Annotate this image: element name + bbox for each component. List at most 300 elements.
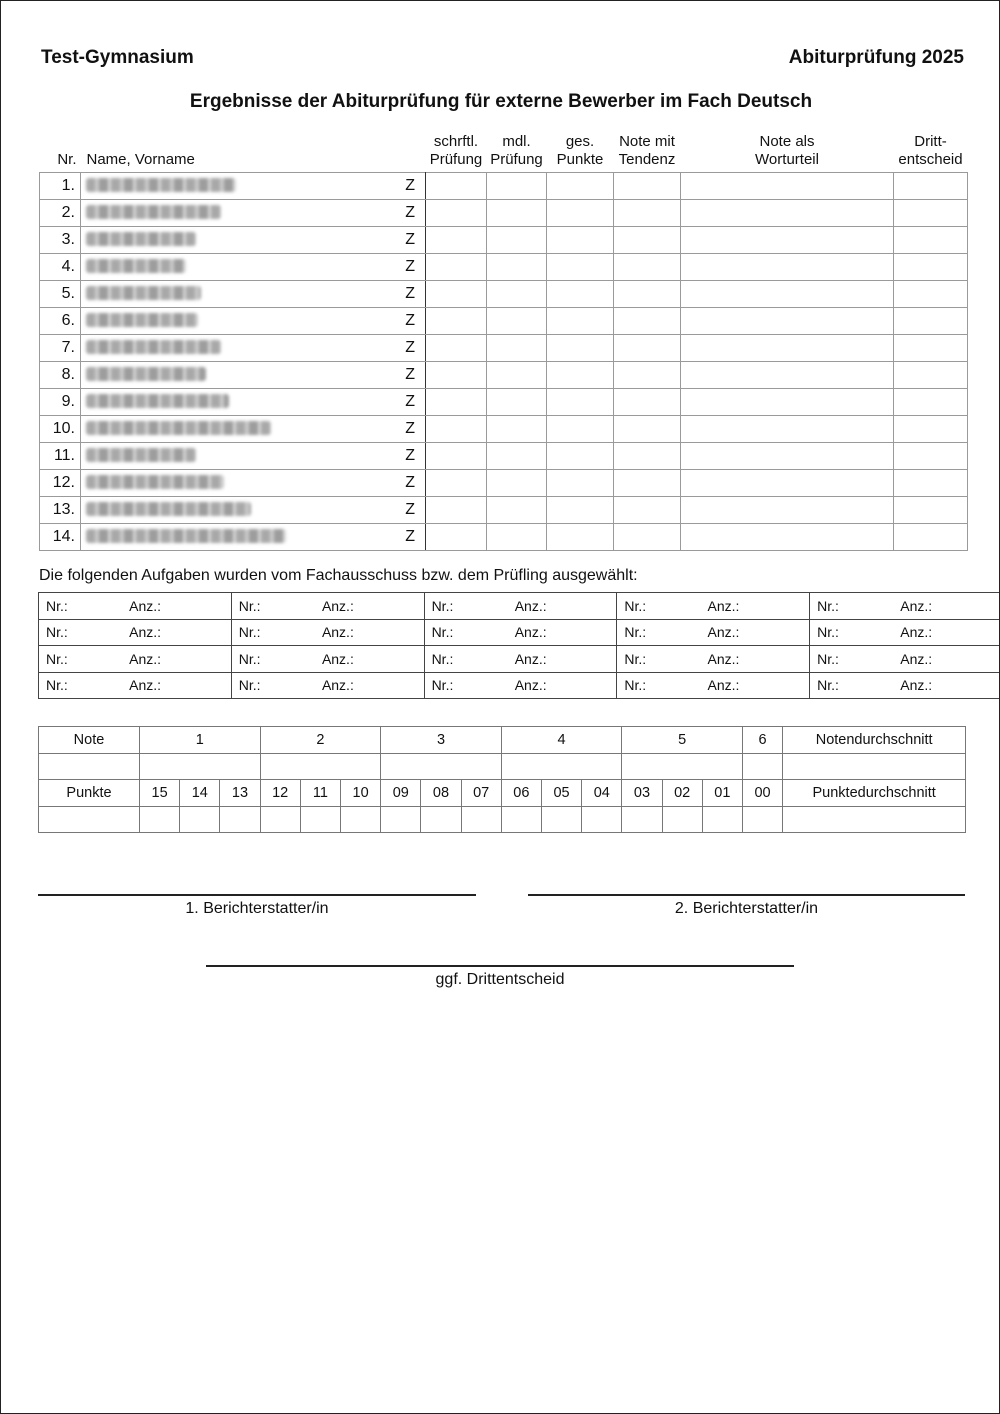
student-row (40, 227, 968, 254)
task-anz-label: Anz.: (129, 650, 162, 667)
student-name-cell (81, 254, 426, 281)
task-anz-field[interactable] (708, 646, 810, 673)
grade-words-cell[interactable] (681, 443, 894, 470)
task-nr-field[interactable] (39, 619, 130, 646)
task-nr-field[interactable] (810, 593, 901, 620)
student-name-cell (81, 416, 426, 443)
task-anz-field[interactable] (129, 619, 231, 646)
points-count-cell[interactable] (582, 806, 622, 833)
task-anz-field[interactable] (900, 593, 1000, 620)
redacted-name (86, 178, 236, 192)
redacted-name (86, 205, 221, 219)
written-grade-cell[interactable] (426, 308, 487, 335)
task-nr-field[interactable] (424, 646, 515, 673)
points-count-cell[interactable] (421, 806, 461, 833)
signature-label-first: 1. Berichterstatter/in (185, 900, 329, 917)
student-row (40, 200, 968, 227)
points-count-cell[interactable] (702, 806, 742, 833)
row-number: 13. (40, 497, 81, 524)
candidate-marker: Z (405, 258, 415, 275)
total-points-cell[interactable] (547, 524, 614, 551)
task-anz-field[interactable] (322, 619, 424, 646)
total-points-cell[interactable] (547, 416, 614, 443)
written-grade-cell[interactable] (426, 443, 487, 470)
student-row (40, 443, 968, 470)
col-header-oral: mdl. Prüfung (490, 133, 543, 168)
task-anz-field[interactable] (708, 672, 810, 699)
redacted-name (86, 259, 186, 273)
grade-words-cell[interactable] (681, 227, 894, 254)
third-decision-cell[interactable] (894, 227, 968, 254)
note-count-cell (742, 753, 782, 780)
task-nr-field[interactable] (617, 672, 708, 699)
task-nr-label: Nr.: (431, 677, 454, 694)
total-points-cell[interactable] (547, 227, 614, 254)
oral-grade-cell[interactable] (487, 443, 547, 470)
total-points-cell[interactable] (547, 200, 614, 227)
written-grade-cell[interactable] (426, 173, 487, 200)
total-points-cell[interactable] (547, 281, 614, 308)
note-average-cell (783, 753, 966, 780)
total-points-cell[interactable] (547, 470, 614, 497)
grade-words-cell[interactable] (681, 200, 894, 227)
task-nr-field[interactable] (424, 593, 515, 620)
redacted-name (86, 367, 206, 381)
total-points-cell[interactable] (547, 308, 614, 335)
points-value: 06 (501, 780, 541, 807)
student-name-cell (81, 308, 426, 335)
task-anz-label: Anz.: (900, 677, 933, 694)
points-average-label: Punktedurchschnitt (783, 780, 966, 807)
task-anz-label: Anz.: (129, 597, 162, 614)
task-nr-label: Nr.: (46, 624, 68, 641)
third-decision-cell[interactable] (894, 443, 968, 470)
student-row (40, 497, 968, 524)
written-grade-cell[interactable] (426, 497, 487, 524)
student-name-cell (81, 470, 426, 497)
grade-tendency-cell[interactable] (614, 362, 681, 389)
row-number: 2. (40, 200, 81, 227)
candidate-marker: Z (405, 447, 415, 464)
points-count-cell[interactable] (220, 806, 260, 833)
col-header-written: schrftl. Prüfung (429, 133, 483, 168)
task-nr-field[interactable] (39, 593, 130, 620)
grade-words-cell[interactable] (681, 308, 894, 335)
col-header-third: Dritt- entscheid (898, 133, 963, 168)
task-nr-field[interactable] (810, 619, 901, 646)
redacted-name (86, 313, 198, 327)
task-nr-field[interactable] (617, 619, 708, 646)
written-grade-cell[interactable] (426, 389, 487, 416)
task-nr-field[interactable] (810, 646, 901, 673)
points-count-cell[interactable] (300, 806, 340, 833)
student-row (40, 308, 968, 335)
task-nr-field[interactable] (424, 672, 515, 699)
candidate-marker: Z (405, 204, 415, 221)
points-count-cell[interactable] (461, 806, 501, 833)
oral-grade-cell[interactable] (487, 497, 547, 524)
note-count-cell (260, 753, 381, 780)
grade-tendency-cell[interactable] (614, 227, 681, 254)
written-grade-cell[interactable] (426, 362, 487, 389)
oral-grade-cell[interactable] (487, 362, 547, 389)
signature-label-second: 2. Berichterstatter/in (674, 900, 819, 917)
third-decision-cell[interactable] (894, 281, 968, 308)
note-count-label-cell (39, 753, 140, 780)
task-nr-field[interactable] (617, 593, 708, 620)
task-anz-field[interactable] (322, 646, 424, 673)
third-decision-cell[interactable] (894, 362, 968, 389)
points-value: 01 (702, 780, 742, 807)
task-nr-label: Nr.: (238, 597, 261, 614)
total-points-cell[interactable] (547, 443, 614, 470)
task-anz-field[interactable] (515, 619, 617, 646)
oral-grade-cell[interactable] (487, 470, 547, 497)
third-decision-cell[interactable] (894, 254, 968, 281)
grade-tendency-cell[interactable] (614, 389, 681, 416)
written-grade-cell[interactable] (426, 335, 487, 362)
student-row (40, 254, 968, 281)
redacted-name (86, 448, 196, 462)
tasks-table (38, 592, 1000, 699)
tasks-intro: Die folgenden Aufgaben wurden vom Fachausschuss bzw. dem Prüfling ausgewählt: (39, 567, 638, 584)
task-nr-label: Nr.: (624, 677, 647, 694)
col-header-total: ges. Punkte (556, 133, 604, 168)
note-count-cell (140, 753, 261, 780)
task-nr-label: Nr.: (46, 677, 68, 694)
points-count-cell[interactable] (180, 806, 220, 833)
task-nr-field[interactable] (231, 593, 322, 620)
task-nr-label: Nr.: (431, 597, 454, 614)
oral-grade-cell[interactable] (487, 335, 547, 362)
third-decision-cell[interactable] (894, 308, 968, 335)
candidate-marker: Z (405, 177, 415, 194)
grade-tendency-cell[interactable] (614, 308, 681, 335)
signature-line-third (206, 965, 794, 967)
oral-grade-cell[interactable] (487, 281, 547, 308)
task-nr-field[interactable] (39, 672, 130, 699)
grade-tendency-cell[interactable] (614, 254, 681, 281)
points-count-cell[interactable] (742, 806, 782, 833)
col-header-grade-tendency: Note mit Tendenz (618, 133, 676, 168)
row-number: 4. (40, 254, 81, 281)
points-count-cell[interactable] (541, 806, 581, 833)
total-points-cell[interactable] (547, 335, 614, 362)
oral-grade-cell[interactable] (487, 227, 547, 254)
row-number: 6. (40, 308, 81, 335)
task-anz-field[interactable] (708, 593, 810, 620)
student-row (40, 173, 968, 200)
grade-words-cell[interactable] (681, 524, 894, 551)
task-row (39, 646, 1000, 673)
written-grade-cell[interactable] (426, 470, 487, 497)
grade-tendency-cell[interactable] (614, 443, 681, 470)
task-nr-label: Nr.: (46, 650, 68, 667)
note-average-label: Notendurchschnitt (783, 727, 966, 754)
task-anz-field[interactable] (900, 619, 1000, 646)
task-nr-label: Nr.: (46, 597, 68, 614)
student-row (40, 335, 968, 362)
task-nr-field[interactable] (231, 672, 322, 699)
task-nr-field[interactable] (231, 619, 322, 646)
student-row (40, 362, 968, 389)
document-title: Ergebnisse der Abiturprüfung für externe Bewerber im Fach Deutsch (189, 91, 813, 112)
note-2: 2 (260, 727, 381, 754)
candidate-marker: Z (405, 420, 415, 437)
third-decision-cell[interactable] (894, 335, 968, 362)
note-label: Note (39, 727, 140, 754)
written-grade-cell[interactable] (426, 281, 487, 308)
task-nr-field[interactable] (231, 646, 322, 673)
row-number: 3. (40, 227, 81, 254)
task-anz-label: Anz.: (129, 624, 162, 641)
written-grade-cell[interactable] (426, 416, 487, 443)
points-value: 07 (461, 780, 501, 807)
task-anz-field[interactable] (515, 646, 617, 673)
points-value: 12 (260, 780, 300, 807)
task-nr-field[interactable] (810, 672, 901, 699)
task-anz-label: Anz.: (707, 677, 740, 694)
oral-grade-cell[interactable] (487, 416, 547, 443)
row-number: 11. (40, 443, 81, 470)
points-label: Punkte (39, 780, 140, 807)
third-decision-cell[interactable] (894, 497, 968, 524)
grade-words-cell[interactable] (681, 497, 894, 524)
task-anz-field[interactable] (129, 646, 231, 673)
points-value: 14 (180, 780, 220, 807)
third-decision-cell[interactable] (894, 524, 968, 551)
candidate-marker: Z (405, 285, 415, 302)
task-row (39, 672, 1000, 699)
points-value: 04 (582, 780, 622, 807)
task-nr-label: Nr.: (817, 677, 839, 694)
task-nr-label: Nr.: (431, 650, 454, 667)
note-6: 6 (742, 727, 782, 754)
task-anz-field[interactable] (322, 593, 424, 620)
points-count-cell[interactable] (662, 806, 702, 833)
task-nr-label: Nr.: (817, 597, 839, 614)
redacted-name (86, 529, 286, 543)
oral-grade-cell[interactable] (487, 308, 547, 335)
redacted-name (86, 340, 221, 354)
grade-words-cell[interactable] (681, 362, 894, 389)
note-1: 1 (140, 727, 261, 754)
results-body (40, 173, 968, 551)
col-header-grade-words: Note als Worturteil (755, 133, 819, 168)
note-5: 5 (622, 727, 743, 754)
results-table (39, 131, 968, 551)
task-anz-label: Anz.: (707, 597, 740, 614)
points-value: 10 (340, 780, 380, 807)
student-row (40, 524, 968, 551)
points-value: 02 (662, 780, 702, 807)
points-count-cell[interactable] (381, 806, 421, 833)
task-anz-field[interactable] (515, 672, 617, 699)
exam-title: Abiturprüfung 2025 (788, 47, 964, 68)
points-row (39, 780, 966, 807)
task-nr-field[interactable] (617, 646, 708, 673)
task-nr-label: Nr.: (624, 650, 647, 667)
candidate-marker: Z (405, 393, 415, 410)
third-decision-cell[interactable] (894, 389, 968, 416)
third-decision-cell[interactable] (894, 173, 968, 200)
candidate-marker: Z (405, 501, 415, 518)
candidate-marker: Z (405, 312, 415, 329)
points-value: 00 (742, 780, 782, 807)
task-anz-label: Anz.: (900, 597, 933, 614)
student-name-cell (81, 173, 426, 200)
redacted-name (86, 502, 251, 516)
task-anz-label: Anz.: (321, 597, 354, 614)
grade-tendency-cell[interactable] (614, 200, 681, 227)
student-name-cell (81, 281, 426, 308)
task-anz-label: Anz.: (514, 677, 547, 694)
points-count-cell[interactable] (140, 806, 180, 833)
student-name-cell (81, 497, 426, 524)
row-number: 1. (40, 173, 81, 200)
grade-words-cell[interactable] (681, 335, 894, 362)
task-nr-label: Nr.: (431, 624, 454, 641)
student-name-cell (81, 227, 426, 254)
grade-words-cell[interactable] (681, 281, 894, 308)
note-count-row (39, 753, 966, 780)
oral-grade-cell[interactable] (487, 173, 547, 200)
student-name-cell (81, 443, 426, 470)
grade-tendency-cell[interactable] (614, 470, 681, 497)
col-header-name: Name, Vorname (86, 151, 195, 168)
points-count-row (39, 806, 966, 833)
task-nr-label: Nr.: (238, 677, 261, 694)
task-anz-label: Anz.: (321, 677, 354, 694)
redacted-name (86, 394, 229, 408)
total-points-cell[interactable] (547, 254, 614, 281)
note-count-cell (622, 753, 743, 780)
task-anz-label: Anz.: (707, 650, 740, 667)
points-value: 09 (381, 780, 421, 807)
student-name-cell (81, 524, 426, 551)
third-decision-cell[interactable] (894, 200, 968, 227)
task-anz-label: Anz.: (900, 624, 933, 641)
oral-grade-cell[interactable] (487, 524, 547, 551)
task-anz-field[interactable] (515, 593, 617, 620)
task-nr-field[interactable] (39, 646, 130, 673)
candidate-marker: Z (405, 231, 415, 248)
row-number: 14. (40, 524, 81, 551)
student-name-cell (81, 362, 426, 389)
points-value: 11 (300, 780, 340, 807)
row-number: 10. (40, 416, 81, 443)
oral-grade-cell[interactable] (487, 200, 547, 227)
note-count-cell (501, 753, 622, 780)
points-count-cell[interactable] (501, 806, 541, 833)
row-number: 8. (40, 362, 81, 389)
student-row (40, 470, 968, 497)
task-nr-label: Nr.: (624, 597, 647, 614)
written-grade-cell[interactable] (426, 227, 487, 254)
total-points-cell[interactable] (547, 389, 614, 416)
student-name-cell (81, 200, 426, 227)
grade-words-cell[interactable] (681, 254, 894, 281)
grade-tendency-cell[interactable] (614, 524, 681, 551)
task-nr-field[interactable] (424, 619, 515, 646)
grade-tendency-cell[interactable] (614, 281, 681, 308)
redacted-name (86, 421, 271, 435)
task-anz-label: Anz.: (900, 650, 933, 667)
oral-grade-cell[interactable] (487, 254, 547, 281)
candidate-marker: Z (405, 474, 415, 491)
signature-line-second (528, 894, 965, 896)
redacted-name (86, 232, 196, 246)
note-count-cell (381, 753, 502, 780)
task-anz-label: Anz.: (321, 650, 354, 667)
row-number: 12. (40, 470, 81, 497)
total-points-cell[interactable] (547, 173, 614, 200)
grade-words-cell[interactable] (681, 173, 894, 200)
student-row (40, 416, 968, 443)
written-grade-cell[interactable] (426, 254, 487, 281)
candidate-marker: Z (405, 366, 415, 383)
task-anz-field[interactable] (129, 593, 231, 620)
grade-tendency-cell[interactable] (614, 173, 681, 200)
task-nr-label: Nr.: (624, 624, 647, 641)
note-3: 3 (381, 727, 502, 754)
task-anz-field[interactable] (129, 672, 231, 699)
task-nr-label: Nr.: (817, 650, 839, 667)
third-decision-cell[interactable] (894, 470, 968, 497)
student-name-cell (81, 389, 426, 416)
grade-tendency-cell[interactable] (614, 497, 681, 524)
grade-words-cell[interactable] (681, 470, 894, 497)
points-value: 13 (220, 780, 260, 807)
student-name-cell (81, 335, 426, 362)
task-row (39, 619, 1000, 646)
results-header-row (40, 131, 968, 173)
points-value: 05 (541, 780, 581, 807)
student-row (40, 281, 968, 308)
task-anz-label: Anz.: (321, 624, 354, 641)
written-grade-cell[interactable] (426, 200, 487, 227)
note-row (39, 727, 966, 754)
signature-line-first (38, 894, 476, 896)
task-nr-label: Nr.: (238, 624, 261, 641)
total-points-cell[interactable] (547, 497, 614, 524)
points-count-cell[interactable] (340, 806, 380, 833)
points-count-cell[interactable] (622, 806, 662, 833)
grade-tendency-cell[interactable] (614, 335, 681, 362)
note-4: 4 (501, 727, 622, 754)
task-anz-label: Anz.: (707, 624, 740, 641)
task-anz-field[interactable] (900, 646, 1000, 673)
points-count-cell[interactable] (260, 806, 300, 833)
oral-grade-cell[interactable] (487, 389, 547, 416)
task-anz-field[interactable] (900, 672, 1000, 699)
third-decision-cell[interactable] (894, 416, 968, 443)
grade-words-cell[interactable] (681, 416, 894, 443)
task-nr-label: Nr.: (238, 650, 261, 667)
grade-tendency-cell[interactable] (614, 416, 681, 443)
grade-words-cell[interactable] (681, 389, 894, 416)
points-value: 03 (622, 780, 662, 807)
task-anz-label: Anz.: (514, 624, 547, 641)
total-points-cell[interactable] (547, 362, 614, 389)
written-grade-cell[interactable] (426, 524, 487, 551)
col-header-nr: Nr. (57, 151, 77, 168)
task-anz-field[interactable] (322, 672, 424, 699)
task-anz-field[interactable] (708, 619, 810, 646)
task-anz-label: Anz.: (129, 677, 162, 694)
points-average-cell[interactable] (783, 806, 966, 833)
grade-scale-table (38, 726, 966, 833)
